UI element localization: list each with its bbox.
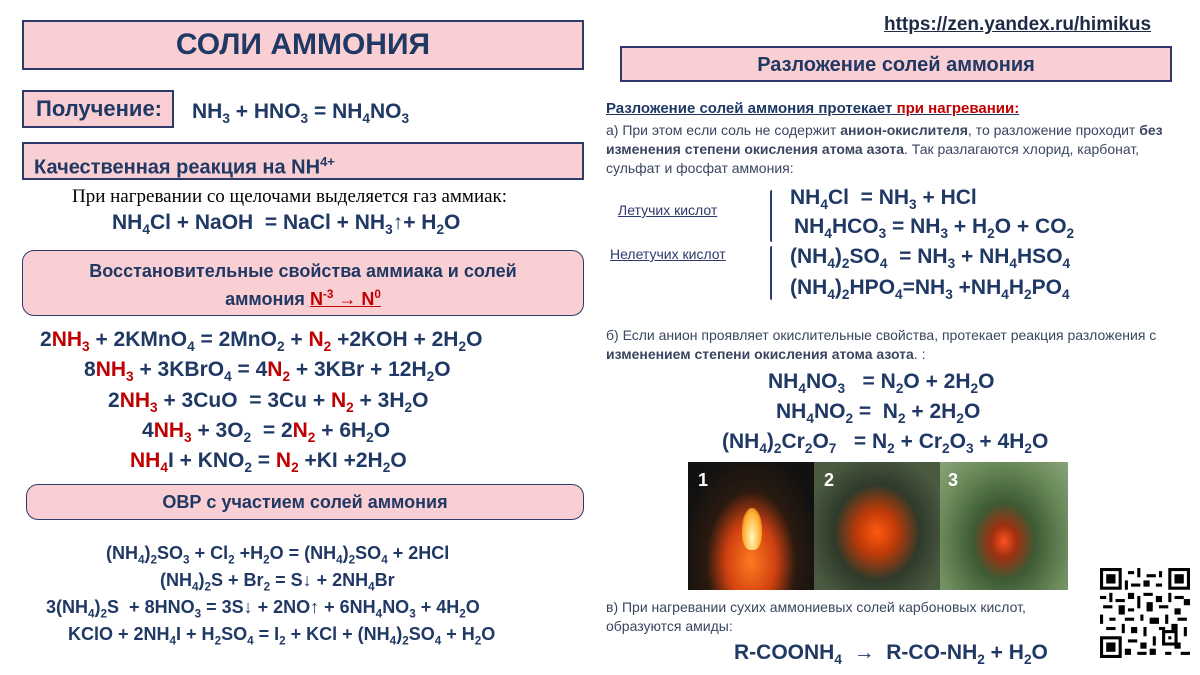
photo-2 (814, 462, 940, 590)
intro-line: Разложение солей аммония протекает при нагревании: (606, 100, 1020, 117)
qual-label: Качественная реакция на $NH^{4+}$ (34, 154, 335, 179)
ovr-eq-1: $(NH_4)_2SO_3 + Cl_2 +H_2O = (NH_4)_2SO_4 + 2HCl$ (106, 543, 450, 567)
page-title: СОЛИ АММОНИЯ (175, 28, 431, 61)
qr-code-graphic (1100, 568, 1190, 658)
qual-equation: $NH_4Cl$ + NaOH = NaCl + $NH_3↑+ H_2O$ (112, 211, 461, 238)
brace-nonvolatile (770, 246, 772, 300)
redox-eq-3: $2NH_3 + 3CuO = 3Cu + N_2 + 3H_2O$ (108, 389, 429, 416)
qual-text: При нагревании со щелочами выделяется газ аммиак: (72, 186, 508, 207)
paragraph-b: б) Если анион проявляет окислительные свойства, протекает реакция разложения с изменением степени окисления атома азота. : (606, 327, 1157, 362)
qr-code[interactable] (1100, 568, 1190, 658)
ovr-eq-3: $3(NH_4)_2S + 8HNO_3$ = 3S↓ + 2NO↑ + $6NH_4NO_3 + 4H_2O$ (46, 597, 480, 621)
source-url[interactable]: https://zen.yandex.ru/himikus (884, 14, 1152, 35)
ovr-label-box (26, 484, 584, 520)
redox-eq-5: $NH_4I + KNO_2 = N_2 +KI +2H_2O$ (130, 449, 407, 476)
redox-eq-1: $2NH_3$ + 2KMnO$_4$ = $2MnO_2 + N_2 +2KOH + 2H_2O$ (40, 328, 483, 355)
decomp-eq-6: $NH_4NO_2 = N_2 + 2H_2O$ (776, 400, 981, 427)
decomp-eq-3: $(NH_4)_2SO_4 = NH_3 + NH_4HSO_4$ (790, 245, 1071, 272)
decomp-eq-4: $(NH_4)_2HPO_4=NH_3 +NH_4H_2PO_4$ (790, 276, 1070, 303)
photo-2-label: 2 (824, 470, 835, 490)
paragraph-c: в) При нагревании сухих аммониевых солей карбоновых кислот, образуются амиды: (606, 599, 1026, 634)
reduce-label: Восстановительные свойства аммиака и солей аммония $N^{-3} \to N^0$ (89, 261, 517, 309)
flame-icon (742, 508, 762, 550)
decomp-eq-5: $NH_4NO_3 = N_2O + 2H_2O$ (768, 370, 995, 397)
ovr-eq-2: $(NH_4)_2S + Br_2$ = S↓ + $2NH_4Br$ (160, 570, 395, 594)
brace-volatile (770, 190, 772, 242)
obtain-equation: $NH_3 + HNO_3 = NH_4NO_3$ (192, 100, 410, 127)
photo-1-label: 1 (698, 470, 709, 490)
paragraph-a: а) При этом если соль не содержит анион-окислителя, то разложение проходит без изменения степени окисления атома азота. Так разлагаются хлорид, карбонат, сульфат и фосфат аммония: (606, 122, 1163, 176)
photo-3-label: 3 (948, 470, 959, 490)
redox-eq-4: $4NH_3 + 3O_2 = 2N_2 + 6H_2O$ (142, 419, 391, 446)
decomp-eq-1: $NH_4Cl = NH_3$ + HCl (790, 186, 977, 213)
volatile-label: Летучих кислот (618, 202, 718, 218)
decomp-eq-2: $NH_4HCO_3 = NH_3 + H_2O + CO_2$ (794, 215, 1075, 242)
decomp-eq-7: $(NH_4)_2Cr_2O_7 = N_2 + Cr_2O_3 + 4H_2O$ (722, 430, 1049, 457)
ovr-eq-4: KClO + $2NH_4I + H_2SO_4 = I_2$ + KCl + $(NH_4)_2SO_4 + H_2O$ (68, 624, 496, 648)
photo-1 (688, 462, 814, 590)
qual-label-box (22, 142, 584, 180)
page-title-box (22, 20, 584, 70)
reduce-label-box (22, 250, 584, 316)
ovr-label: ОВР с участием солей аммония (162, 492, 448, 512)
nonvolatile-label: Нелетучих кислот (610, 246, 726, 262)
right-title-box (620, 46, 1172, 82)
redox-eq-2: $8NH_3$ + 3KBrO$_4$ = $4N_2 + 3KBr + 12H_2O$ (84, 358, 451, 385)
photo-3 (940, 462, 1068, 590)
amide-equation: $R-COONH_4 \to R-CO-NH_2 + H_2O$ (734, 641, 1048, 668)
right-title: Разложение солей аммония (757, 54, 1035, 76)
obtain-label: Получение: (36, 96, 163, 121)
obtain-label-box (22, 90, 174, 128)
